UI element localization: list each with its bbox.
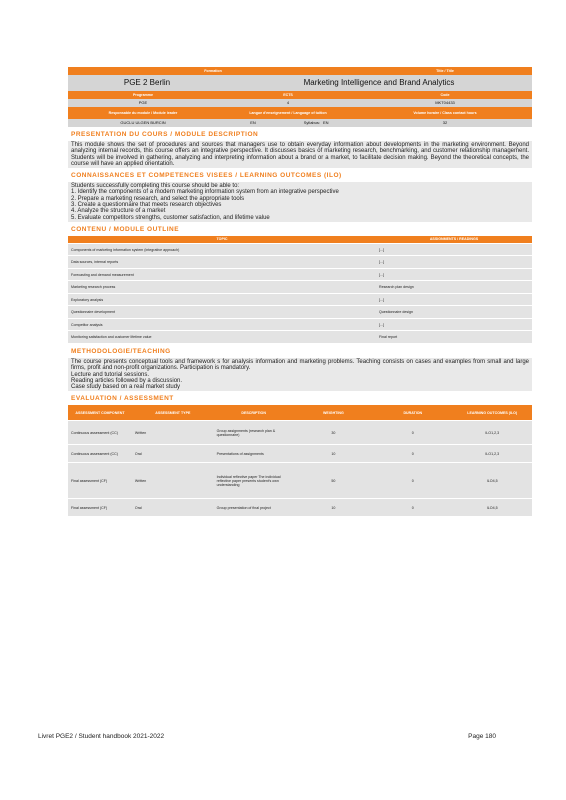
assessment-component: Continuous assessment (CC) bbox=[68, 445, 132, 463]
learning-outcomes-intro: Students successfully completing this course should be able to: bbox=[71, 183, 240, 190]
language-value: EN bbox=[250, 120, 256, 125]
outline-topic: Forecasting and demand measurement bbox=[68, 268, 376, 281]
footer-handbook: Livret PGE2 / Student handbook 2021-2022 bbox=[38, 733, 165, 740]
outline-header-topic: TOPIC bbox=[68, 236, 376, 244]
assessment-ilo: ILO4,5 bbox=[452, 499, 532, 517]
table-row bbox=[68, 445, 532, 463]
assessment-duration: 0 bbox=[373, 421, 452, 445]
table-row bbox=[68, 268, 532, 281]
volume-label: Volume horaire / Class contact hours bbox=[413, 111, 477, 115]
outline-header-assignments: ASSIGNMENTS / READINGS bbox=[376, 236, 532, 244]
ects-value: 4 bbox=[286, 100, 290, 105]
leader-row-values bbox=[68, 119, 532, 127]
footer-page-number: Page 180 bbox=[468, 733, 496, 740]
assessment-header-cell: DESCRIPTION bbox=[214, 405, 294, 421]
outline-topic: Data sources, internal reports bbox=[68, 256, 376, 269]
outline-assignment: [...] bbox=[376, 293, 532, 306]
outline-header-row bbox=[68, 236, 532, 244]
learning-outcome-item: 3. Create a questionnaire that meets research objectives bbox=[71, 202, 222, 209]
assessment-description: Presentations of assignments bbox=[214, 445, 294, 463]
hours-value: 32 bbox=[442, 120, 448, 125]
methodology-line: Reading articles followed by a discussion. bbox=[71, 377, 183, 384]
table-row bbox=[68, 293, 532, 306]
table-row bbox=[68, 256, 532, 269]
learning-outcome-item: 1. Identify the components of a modern marketing information system from an integrative perspective bbox=[71, 189, 339, 196]
assessment-header-cell: ASSESSMENT COMPONENT bbox=[68, 405, 132, 421]
header-row-labels bbox=[68, 67, 532, 75]
assessment-description: Individual reflective paper The individual reflective paper presents student's own understanding bbox=[214, 463, 294, 499]
title-label: Title / Title bbox=[436, 69, 454, 73]
programme-value: PGE bbox=[138, 100, 148, 105]
learning-outcome-item: 5. Evaluate competitors strengths, customer satisfaction, and lifetime value bbox=[71, 214, 270, 221]
outline-assignment: Research plan design bbox=[376, 281, 532, 294]
assessment-weighting: 30 bbox=[294, 421, 374, 445]
syllabus-page bbox=[68, 67, 532, 517]
assessment-weighting: 10 bbox=[294, 499, 374, 517]
assessment-component: Continuous assessment (CC) bbox=[68, 421, 132, 445]
assessment-component: Final assessment (CF) bbox=[68, 463, 132, 499]
assessment-header-cell: DURATION bbox=[373, 405, 452, 421]
syllabus-value: EN bbox=[323, 120, 329, 125]
assessment-type: Oral bbox=[132, 499, 214, 517]
learning-outcome-item: 4. Analyze the structure of a market bbox=[71, 208, 166, 215]
assessment-ilo: ILO4,5 bbox=[452, 463, 532, 499]
outline-topic: Marketing research process bbox=[68, 281, 376, 294]
programme-label: Programme bbox=[133, 93, 153, 97]
outline-topic: Questionnaire development bbox=[68, 306, 376, 319]
table-row bbox=[68, 421, 532, 445]
assessment-header-cell: ASSESSMENT TYPE bbox=[132, 405, 214, 421]
assessment-table bbox=[68, 405, 532, 517]
outline-assignment: [...] bbox=[376, 256, 532, 269]
responsable-label: Responsable du module / Module leader bbox=[108, 111, 178, 115]
formation-label: Formation bbox=[204, 69, 222, 73]
methodology-line: Case study based on a real market study bbox=[71, 384, 181, 391]
header-row-values bbox=[68, 75, 532, 91]
outline-assignment: [...] bbox=[376, 243, 532, 256]
assessment-duration: 0 bbox=[373, 463, 452, 499]
assessment-header-row bbox=[68, 405, 532, 421]
programme-row-labels bbox=[68, 91, 532, 99]
table-row bbox=[68, 463, 532, 499]
outline-assignment: Questionnaire design bbox=[376, 306, 532, 319]
ects-label: ECTS bbox=[283, 93, 293, 97]
assessment-type: Written bbox=[132, 463, 214, 499]
outline-heading: CONTENU / MODULE OUTLINE bbox=[71, 225, 180, 233]
methodology-heading: METHODOLOGIE/TEACHING bbox=[71, 347, 171, 355]
assessment-ilo: ILO1,2,3 bbox=[452, 445, 532, 463]
assessment-duration: 0 bbox=[373, 445, 452, 463]
assessment-description: Group assignments (research plan & questionnaire) bbox=[214, 421, 294, 445]
table-row bbox=[68, 499, 532, 517]
outline-table bbox=[68, 236, 532, 344]
assessment-weighting: 50 bbox=[294, 463, 374, 499]
language-label: Langue d'enseignement / Language of tuition bbox=[249, 111, 327, 115]
methodology-line: The course presents conceptual tools and framework s for analysis information and marketing problems. Teaching consists on cases and examples from small and large firms, profit and non-profit organizations. Participation is mandatory. bbox=[71, 358, 529, 372]
table-row bbox=[68, 243, 532, 256]
code-label: Code bbox=[440, 93, 450, 97]
outline-assignment: [...] bbox=[376, 318, 532, 331]
table-row bbox=[68, 306, 532, 319]
assessment-weighting: 10 bbox=[294, 445, 374, 463]
assessment-duration: 0 bbox=[373, 499, 452, 517]
assessment-ilo: ILO1,2,3 bbox=[452, 421, 532, 445]
presentation-text: This module shows the set of procedures and sources that managers use to obtain everyday information about developments in the marketing environment. Beyond analyzing internal records, this course offers an integrative perspective. It discusses basics of marketing research, benchmarking, and customer relationship management. Students will be involved in gathering, analyzing and interpreting information about a brand or a market, to facilitate decision making. Beyond the theoretical concepts, the course will have an applied orientation. bbox=[68, 141, 532, 168]
page-footer bbox=[38, 733, 496, 740]
assessment-type: Oral bbox=[132, 445, 214, 463]
outline-topic: Components of marketing information system (integrative approach) bbox=[68, 243, 376, 256]
formation-value: PGE 2 Berlin bbox=[123, 78, 171, 87]
title-value: Marketing Intelligence and Brand Analytics bbox=[303, 78, 455, 87]
outline-topic: Exploratory analysis bbox=[68, 293, 376, 306]
learning-outcome-item: 2. Prepare a marketing research, and select the appropriate tools bbox=[71, 195, 245, 202]
methodology-line: Lecture and tutorial sessions. bbox=[71, 371, 150, 378]
outline-topic: Monitoring satisfaction and customer lifetime value bbox=[68, 331, 376, 344]
responsable-value: GUCLU ULGEN BURCIN bbox=[120, 120, 166, 125]
code-value: MKT04433 bbox=[435, 100, 455, 105]
table-row bbox=[68, 318, 532, 331]
outline-assignment: [...] bbox=[376, 268, 532, 281]
learning-outcomes-heading: CONNAISSANCES ET COMPETENCES VISEES / LEARNING OUTCOMES (ILO) bbox=[71, 172, 342, 180]
assessment-type: Written bbox=[132, 421, 214, 445]
leader-row-labels bbox=[68, 107, 532, 119]
assessment-description: Group presentation of final project bbox=[214, 499, 294, 517]
table-row bbox=[68, 331, 532, 344]
presentation-heading: PRESENTATION DU COURS / MODULE DESCRIPTION bbox=[71, 131, 259, 138]
assessment-header-cell: LEARNING OUTCOMES (ILO) bbox=[452, 405, 532, 421]
assessment-header-cell: WEIGHTING bbox=[294, 405, 374, 421]
assessment-component: Final assessment (CF) bbox=[68, 499, 132, 517]
syllabus-label: Syllabus: bbox=[303, 120, 320, 125]
programme-row-values bbox=[68, 99, 532, 107]
learning-outcomes-body bbox=[68, 182, 532, 222]
outline-topic: Competitor analysis bbox=[68, 318, 376, 331]
methodology-body bbox=[68, 358, 532, 391]
outline-assignment: Final report bbox=[376, 331, 532, 344]
evaluation-heading: EVALUATION / ASSESSMENT bbox=[71, 395, 174, 403]
table-row bbox=[68, 281, 532, 294]
